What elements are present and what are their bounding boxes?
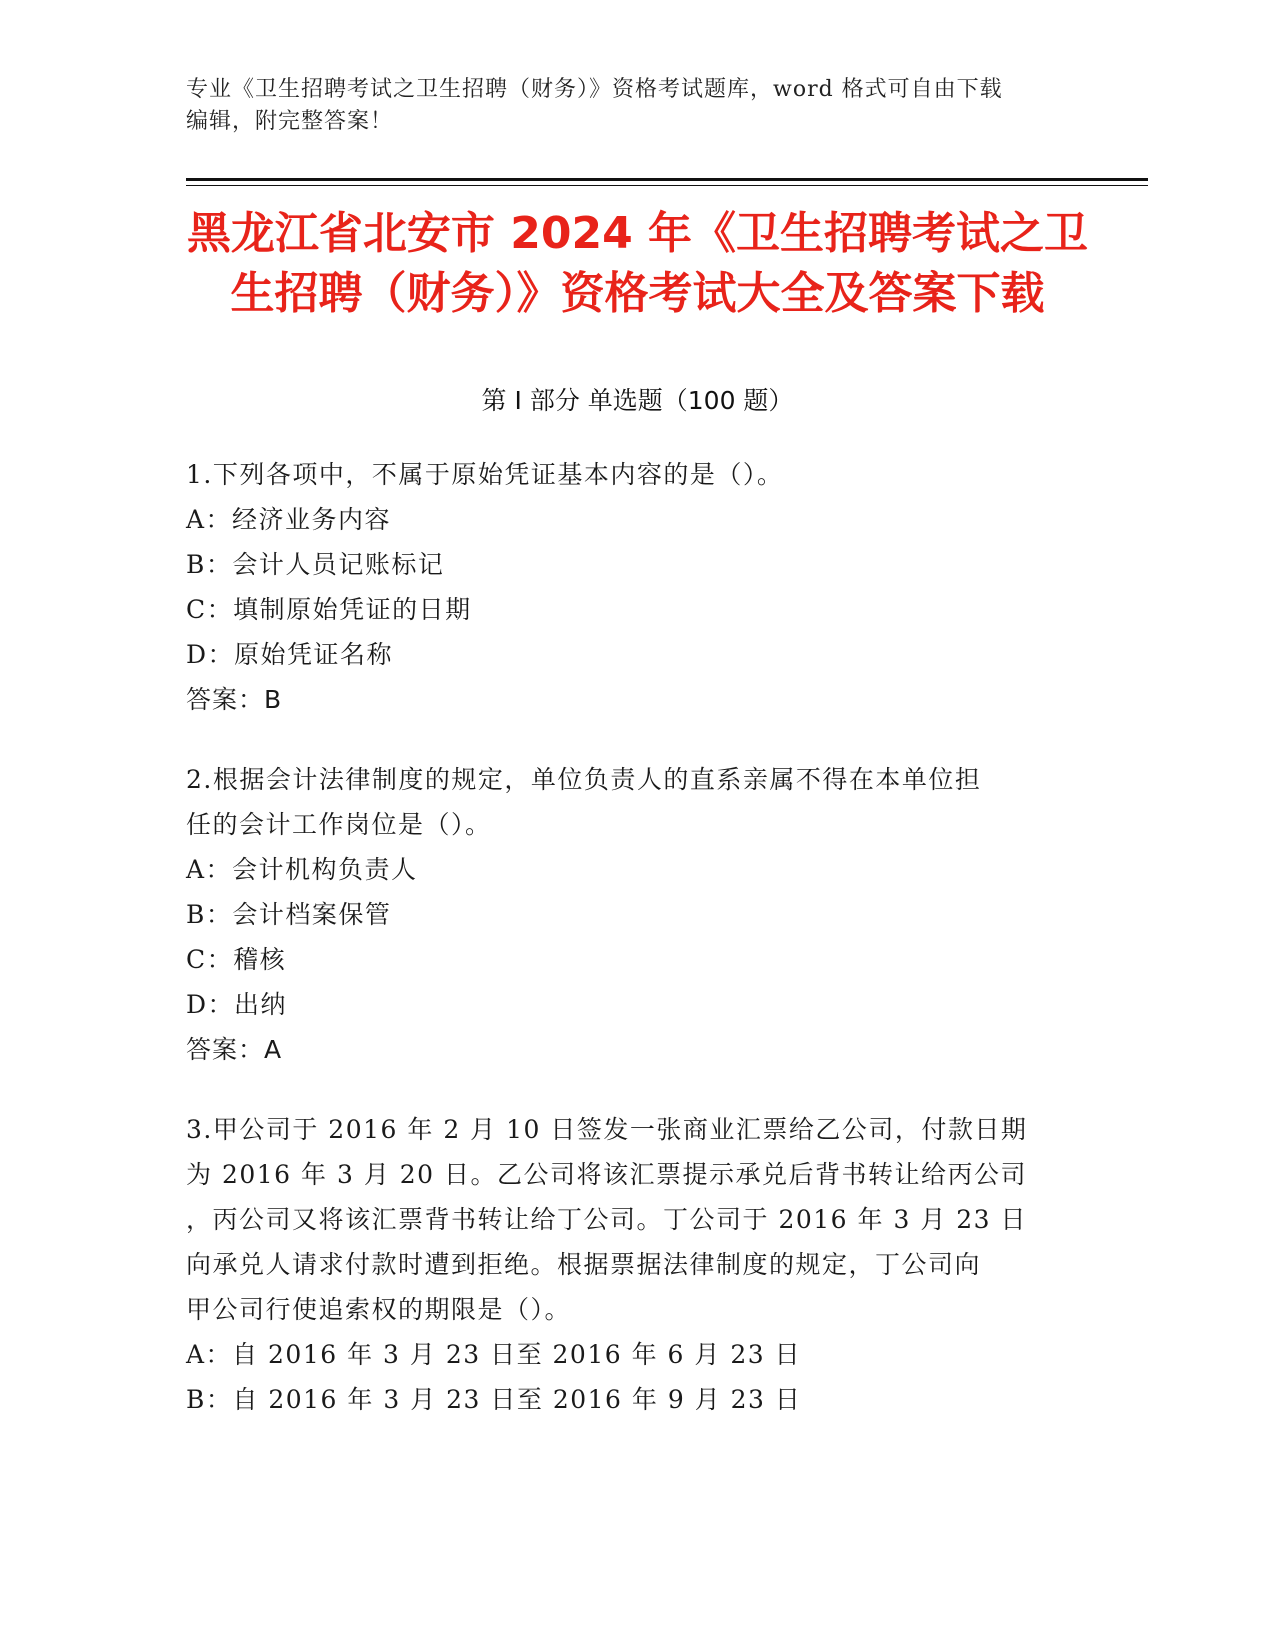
header-divider-thick (186, 178, 1148, 181)
document-title (170, 204, 1105, 324)
header-note-line-2: 编辑，附完整答案！ (186, 109, 394, 134)
question-stem-line-1: 3.甲公司于 2016 年 2 月 10 日签发一张商业汇票给乙公司，付款日期 (186, 1115, 1028, 1144)
question-stem-line-1: 2.根据会计法律制度的规定，单位负责人的直系亲属不得在本单位担 (186, 765, 982, 794)
question-1 (186, 452, 1056, 722)
question-stem: 1.下列各项中，不属于原始凭证基本内容的是（）。 (186, 460, 784, 489)
document-title-line-2: 生招聘（财务）》资格考试大全及答案下载 (230, 268, 1045, 319)
question-stem-line-3: ，丙公司又将该汇票背书转让给丁公司。丁公司于 2016 年 3 月 23 日 (186, 1205, 1028, 1234)
answer: 答案：B (186, 685, 283, 714)
option-a: A：自 2016 年 3 月 23 日至 2016 年 6 月 23 日 (186, 1340, 802, 1369)
option-a: A：会计机构负责人 (186, 855, 418, 884)
question-stem-line-2: 为 2016 年 3 月 20 日。乙公司将该汇票提示承兑后背书转让给丙公司 (186, 1160, 1028, 1189)
header-note (186, 74, 1066, 138)
option-b: B：自 2016 年 3 月 23 日至 2016 年 9 月 23 日 (186, 1385, 802, 1414)
option-d: D：原始凭证名称 (186, 640, 394, 669)
question-2 (186, 757, 1056, 1072)
answer: 答案：A (186, 1035, 283, 1064)
option-b: B：会计档案保管 (186, 900, 392, 929)
question-stem-line-2: 任的会计工作岗位是（）。 (186, 810, 492, 839)
question-stem-line-4: 向承兑人请求付款时遭到拒绝。根据票据法律制度的规定，丁公司向 (186, 1250, 982, 1279)
option-d: D：出纳 (186, 990, 288, 1019)
header-note-line-1: 专业《卫生招聘考试之卫生招聘（财务）》资格考试题库，word 格式可自由下载 (186, 77, 1003, 102)
question-stem-line-5: 甲公司行使追索权的期限是（）。 (186, 1295, 572, 1324)
option-b: B：会计人员记账标记 (186, 550, 445, 579)
option-c: C：稽核 (186, 945, 287, 974)
document-title-line-1: 黑龙江省北安市 2024 年《卫生招聘考试之卫 (186, 208, 1089, 259)
header-divider-thin (186, 185, 1148, 186)
section-title: 第 I 部分 单选题（100 题） (481, 386, 794, 415)
question-3 (186, 1107, 1056, 1422)
option-a: A：经济业务内容 (186, 505, 392, 534)
option-c: C：填制原始凭证的日期 (186, 595, 472, 624)
